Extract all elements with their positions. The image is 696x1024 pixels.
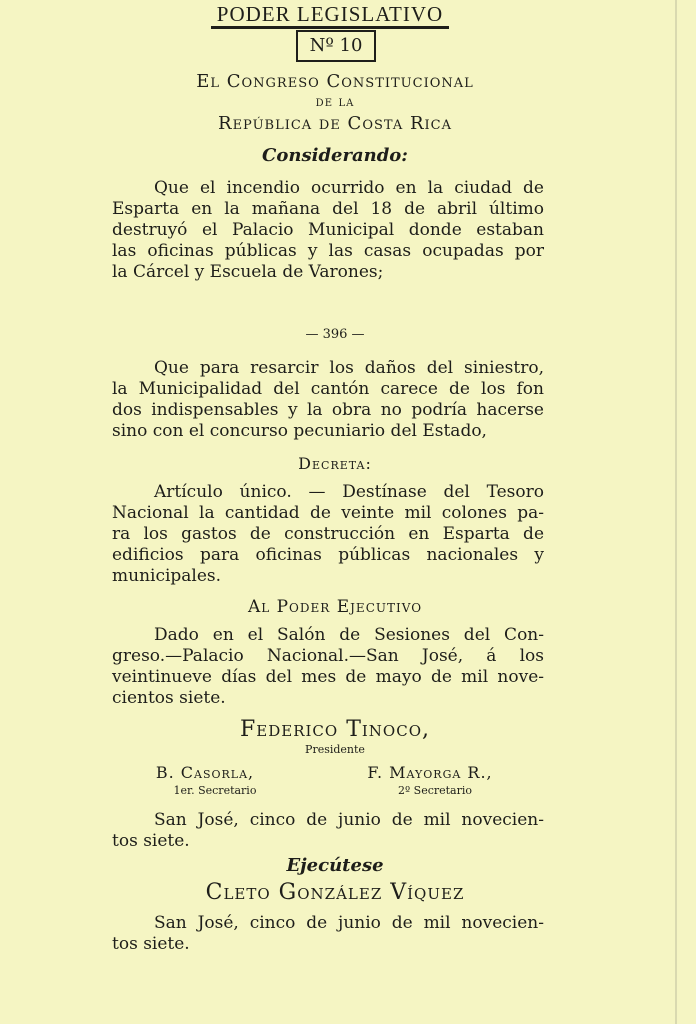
text-line: la Municipalidad del cantón carece de los fon xyxy=(112,379,544,399)
text-line: San José, cinco de junio de mil novecien- xyxy=(154,810,544,830)
decree-number: Nº 10 xyxy=(309,35,363,56)
secretary-2-signature: F. Mayorga R., xyxy=(367,763,493,782)
page-number: — 396 — xyxy=(305,327,365,342)
text-line: ra los gastos de construcción en Esparta de xyxy=(112,524,544,544)
congress-line-1: El Congreso Constitucional xyxy=(196,71,474,92)
text-line: Que para resarcir los daños del siniestro, xyxy=(154,358,544,378)
closing-date-1 xyxy=(112,810,544,852)
text-line: greso.—Palacio Nacional.—San José, á los xyxy=(112,646,544,666)
text-line: la Cárcel y Escuela de Varones; xyxy=(112,262,384,282)
secretary-1-title: 1er. Secretario xyxy=(173,784,257,797)
page-edge-rule xyxy=(675,0,677,1024)
text-line: tos siete. xyxy=(112,934,190,954)
considerando-heading: Considerando: xyxy=(262,145,408,166)
president-signature: Federico Tinoco, xyxy=(240,717,430,742)
article-paragraph xyxy=(112,482,544,587)
text-line: Que el incendio ocurrido en la ciudad de xyxy=(154,178,544,198)
secretary-2-title: 2º Secretario xyxy=(397,784,473,797)
text-line: municipales. xyxy=(112,566,222,586)
text-line: Esparta en la mañana del 18 de abril último xyxy=(112,199,544,219)
closing-date-2 xyxy=(112,913,544,955)
text-line: destruyó el Palacio Municipal donde estaban xyxy=(112,220,544,240)
congress-line-2: de la xyxy=(315,94,355,110)
text-line: Nacional la cantidad de veinte mil colones pa- xyxy=(112,503,544,523)
text-line: tos siete. xyxy=(112,831,190,851)
text-line: edificios para oficinas públicas nacionales y xyxy=(112,545,544,565)
decree-number-box xyxy=(296,30,376,62)
text-line: San José, cinco de junio de mil novecien- xyxy=(154,913,544,933)
secretary-1-signature: B. Casorla, xyxy=(155,763,255,782)
decreta-heading: Decreta: xyxy=(298,454,372,473)
dado-paragraph xyxy=(112,625,544,709)
congress-line-3: República de Costa Rica xyxy=(218,113,452,134)
text-line: veintinueve días del mes de mayo de mil nove- xyxy=(112,667,544,687)
considerando-paragraph-1 xyxy=(112,178,544,283)
president-title: Presidente xyxy=(305,743,365,756)
text-line: cientos siete. xyxy=(112,688,226,708)
executive-signature: Cleto González Víquez xyxy=(205,880,465,905)
considerando-paragraph-2 xyxy=(112,358,544,442)
text-line: dos indispensables y la obra no podría hacerse xyxy=(112,400,544,420)
text-line: Artículo único. — Destínase del Tesoro xyxy=(154,482,544,502)
text-line: las oficinas públicas y las casas ocupadas por xyxy=(112,241,544,261)
text-line: Dado en el Salón de Sesiones del Con- xyxy=(154,625,544,645)
text-line: sino con el concurso pecuniario del Estado, xyxy=(112,421,487,441)
ejecutese-heading: Ejecútese xyxy=(286,855,384,876)
ejecutivo-heading: Al Poder Ejecutivo xyxy=(247,597,423,617)
section-title: PODER LEGISLATIVO xyxy=(180,2,480,27)
